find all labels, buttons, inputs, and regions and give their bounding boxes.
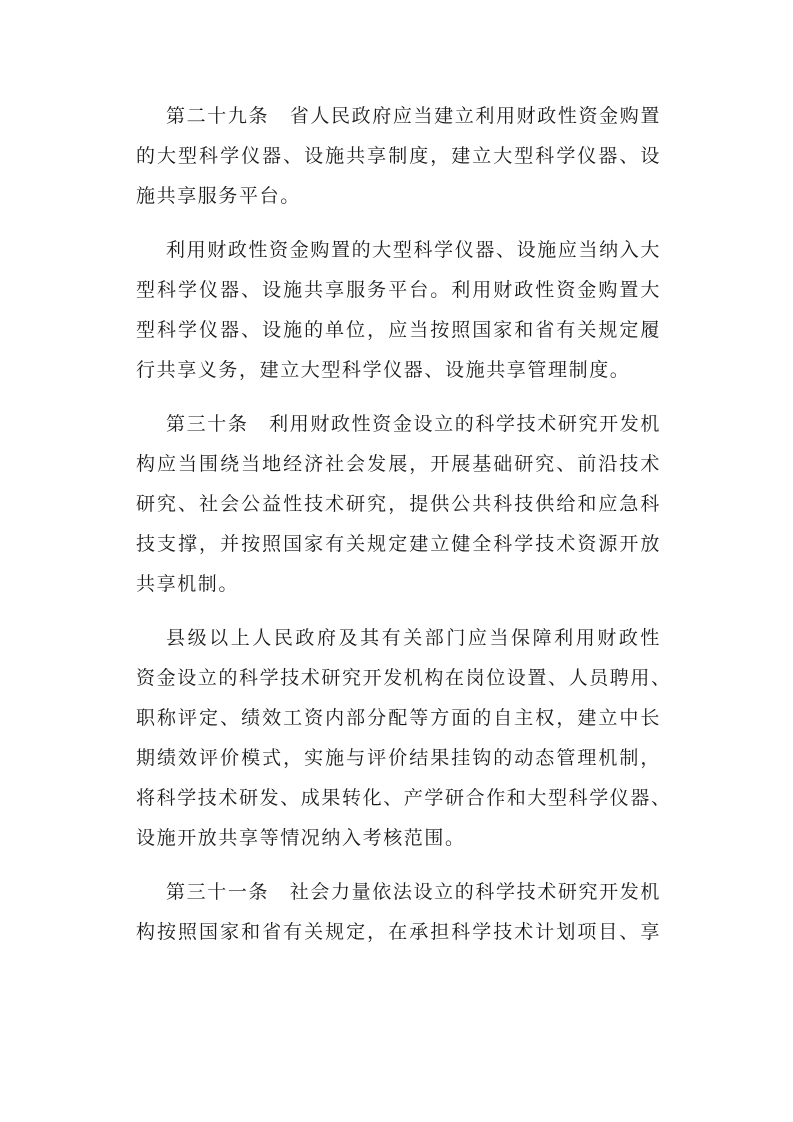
text-line: 设施开放共享等情况纳入考核范围。 [136, 827, 466, 849]
text-line: 技支撑，并按照国家有关规定建立健全科学技术资源开放 [136, 533, 661, 555]
text-line: 县级以上人民政府及其有关部门应当保障利用财政性 [166, 627, 661, 649]
text-line: 型科学仪器、设施的单位，应当按照国家和省有关规定履 [136, 319, 661, 341]
document-body [136, 96, 672, 952]
text-line: 构应当围绕当地经济社会发展，开展基础研究、前沿技术 [136, 453, 661, 475]
text-line: 共享机制。 [136, 573, 240, 595]
text-line: 期绩效评价模式，实施与评价结果挂钩的动态管理机制， [136, 747, 661, 769]
text-line: 的大型科学仪器、设施共享制度，建立大型科学仪器、设 [136, 145, 661, 167]
text-line: 行共享义务，建立大型科学仪器、设施共享管理制度。 [136, 359, 631, 381]
text-line: 构按照国家和省有关规定，在承担科学技术计划项目、享 [136, 921, 661, 943]
paragraph-article-29-clause-2 [136, 230, 661, 390]
paragraph-article-31 [136, 872, 661, 952]
text-line: 第三十一条 社会力量依法设立的科学技术研究开发机 [166, 881, 661, 903]
paragraph-article-30-clause-2 [136, 618, 672, 858]
text-line: 第二十九条 省人民政府应当建立利用财政性资金购置 [166, 105, 661, 127]
text-line: 第三十条 利用财政性资金设立的科学技术研究开发机 [166, 413, 661, 435]
text-line: 研究、社会公益性技术研究，提供公共科技供给和应急科 [136, 493, 661, 515]
text-line: 资金设立的科学技术研究开发机构在岗位设置、人员聘用、 [136, 667, 672, 689]
paragraph-article-29 [136, 96, 661, 216]
text-line: 职称评定、绩效工资内部分配等方面的自主权，建立中长 [136, 707, 661, 729]
text-line: 将科学技术研发、成果转化、产学研合作和大型科学仪器、 [136, 787, 672, 809]
text-line: 利用财政性资金购置的大型科学仪器、设施应当纳入大 [166, 239, 661, 261]
text-line: 型科学仪器、设施共享服务平台。利用财政性资金购置大 [136, 279, 661, 301]
paragraph-article-30 [136, 404, 661, 604]
text-line: 施共享服务平台。 [136, 185, 301, 207]
